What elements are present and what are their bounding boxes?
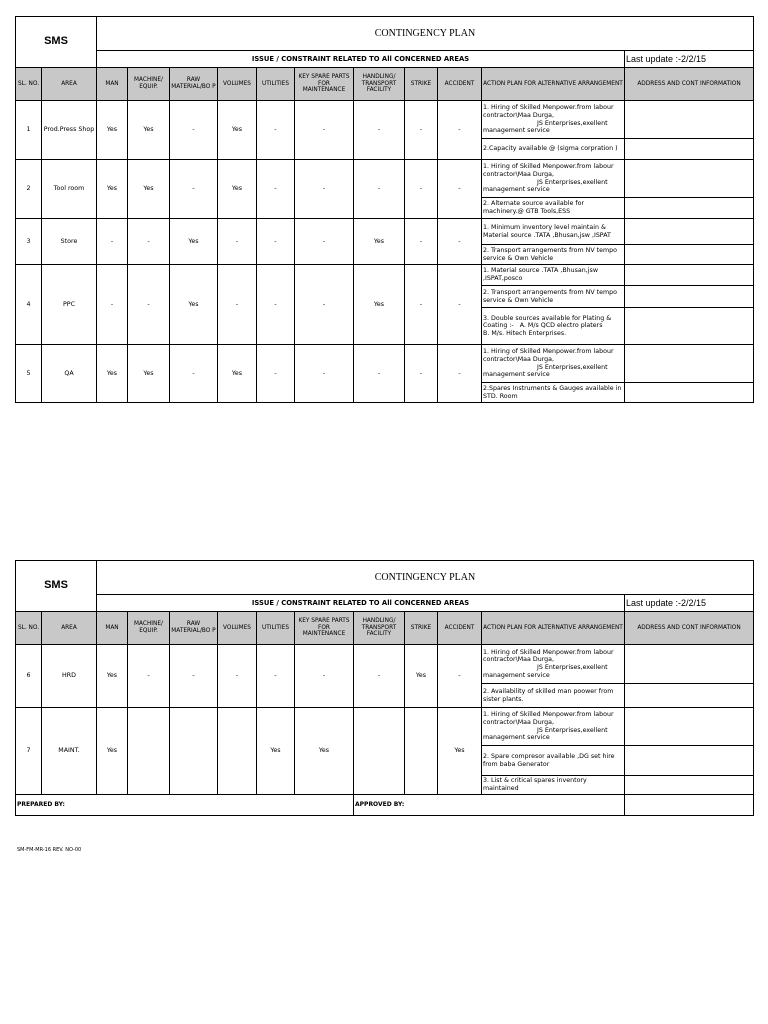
cell-machine: - bbox=[128, 265, 170, 345]
cell-utilities: - bbox=[257, 265, 295, 345]
cell-volumes: Yes bbox=[218, 160, 257, 219]
cell-volumes: - bbox=[218, 219, 257, 265]
cell-raw bbox=[170, 708, 218, 795]
col-man: MAN bbox=[97, 612, 128, 645]
col-accident: ACCIDENT bbox=[438, 68, 482, 101]
cell-area: Store bbox=[42, 219, 97, 265]
cell-sl: 6 bbox=[16, 645, 42, 708]
cell-man: Yes bbox=[97, 101, 128, 160]
col-sl: SL. NO. bbox=[16, 68, 42, 101]
contingency-plan-table-1 bbox=[15, 16, 754, 403]
table-row bbox=[16, 645, 754, 684]
cell-action-plan: 1. Hiring of Skilled Menpower.from labour contractor\Maa Durga, JS Enterprises,exellent management service bbox=[482, 101, 625, 139]
table-row bbox=[16, 101, 754, 139]
cell-address bbox=[625, 776, 754, 795]
cell-address bbox=[625, 383, 754, 403]
cell-handling: Yes bbox=[354, 219, 405, 265]
col-handling: HANDLING/ TRANSPORT FACILITY bbox=[354, 612, 405, 645]
cell-action-plan: 1. Material source .TATA ,Bhusan,jsw ,ISPAT,posco bbox=[482, 265, 625, 286]
cell-utilities: - bbox=[257, 345, 295, 403]
cell-accident: - bbox=[438, 265, 482, 345]
prepared-by: PREPARED BY: bbox=[16, 795, 354, 816]
company-name: SMS bbox=[16, 17, 97, 68]
cell-area: QA bbox=[42, 345, 97, 403]
cell-address bbox=[625, 265, 754, 286]
last-update: Last update :-2/2/15 bbox=[625, 595, 754, 612]
table-row bbox=[16, 345, 754, 383]
col-machine: MACHINE/ EQUIP. bbox=[128, 612, 170, 645]
cell-man: - bbox=[97, 219, 128, 265]
cell-handling: - bbox=[354, 101, 405, 160]
cell-accident: - bbox=[438, 645, 482, 708]
cell-raw: - bbox=[170, 345, 218, 403]
footer-blank-cell bbox=[625, 795, 754, 816]
cell-raw: - bbox=[170, 101, 218, 160]
cell-action-plan: 1. Hiring of Skilled Menpower.from labour contractor\Maa Durga, JS Enterprises,exellent management service bbox=[482, 160, 625, 198]
cell-spares: - bbox=[295, 265, 354, 345]
col-action: ACTION PLAN FOR ALTERNATIVE ARRANGEMENT bbox=[482, 68, 625, 101]
cell-handling bbox=[354, 708, 405, 795]
cell-sl: 7 bbox=[16, 708, 42, 795]
cell-handling: - bbox=[354, 160, 405, 219]
cell-address bbox=[625, 245, 754, 265]
cell-address bbox=[625, 101, 754, 139]
cell-volumes bbox=[218, 708, 257, 795]
cell-machine: - bbox=[128, 219, 170, 265]
cell-action-plan: 2. Availability of skilled man poower from sister plants. bbox=[482, 684, 625, 708]
cell-machine: Yes bbox=[128, 101, 170, 160]
cell-accident: - bbox=[438, 101, 482, 160]
cell-man: - bbox=[97, 265, 128, 345]
cell-area: PPC bbox=[42, 265, 97, 345]
cell-sl: 3 bbox=[16, 219, 42, 265]
cell-strike: - bbox=[405, 219, 438, 265]
issue-caption: ISSUE / CONSTRAINT RELATED TO All CONCERNED AREAS bbox=[97, 51, 625, 68]
cell-address bbox=[625, 746, 754, 776]
last-update: Last update :-2/2/15 bbox=[625, 51, 754, 68]
col-volumes: VOLUMES bbox=[218, 612, 257, 645]
col-spares: KEY SPARE PARTS FOR MAINTENANCE bbox=[295, 68, 354, 101]
col-raw: RAW MATERIAL/BO P bbox=[170, 68, 218, 101]
cell-handling: - bbox=[354, 645, 405, 708]
cell-action-plan: 1. Hiring of Skilled Menpower.from labour contractor\Maa Durga, JS Enterprises,exellent management service bbox=[482, 345, 625, 383]
col-accident: ACCIDENT bbox=[438, 612, 482, 645]
cell-address bbox=[625, 684, 754, 708]
issue-caption: ISSUE / CONSTRAINT RELATED TO All CONCERNED AREAS bbox=[97, 595, 625, 612]
cell-spares: Yes bbox=[295, 708, 354, 795]
cell-machine bbox=[128, 708, 170, 795]
cell-action-plan: 2. Spare compresor available ,DG set hire from baba Generator bbox=[482, 746, 625, 776]
col-strike: STRIKE bbox=[405, 612, 438, 645]
cell-man: Yes bbox=[97, 645, 128, 708]
cell-strike: - bbox=[405, 160, 438, 219]
cell-action-plan: 2. Transport arrangements from NV tempo service & Own Vehicle bbox=[482, 245, 625, 265]
cell-area: MAINT. bbox=[42, 708, 97, 795]
cell-action-plan: 3. List & critical spares inventory maintained bbox=[482, 776, 625, 795]
cell-action-plan: 2.Spares Instruments & Gauges available in STD. Room bbox=[482, 383, 625, 403]
document-title: CONTINGENCY PLAN bbox=[97, 561, 754, 595]
col-utilities: UTILITIES bbox=[257, 612, 295, 645]
col-sl: SL. NO. bbox=[16, 612, 42, 645]
col-area: AREA bbox=[42, 68, 97, 101]
cell-action-plan: 2. Alternate source available for machinery.@ GTB Tools,ESS bbox=[482, 198, 625, 219]
cell-man: Yes bbox=[97, 160, 128, 219]
cell-accident: - bbox=[438, 345, 482, 403]
cell-area: HRD bbox=[42, 645, 97, 708]
cell-volumes: - bbox=[218, 645, 257, 708]
cell-handling: - bbox=[354, 345, 405, 403]
company-name: SMS bbox=[16, 561, 97, 612]
cell-address bbox=[625, 308, 754, 345]
cell-address bbox=[625, 645, 754, 684]
cell-address bbox=[625, 345, 754, 383]
cell-volumes: Yes bbox=[218, 345, 257, 403]
col-machine: MACHINE/ EQUIP. bbox=[128, 68, 170, 101]
col-utilities: UTILITIES bbox=[257, 68, 295, 101]
col-action: ACTION PLAN FOR ALTERNATIVE ARRANGEMENT bbox=[482, 612, 625, 645]
cell-address bbox=[625, 219, 754, 245]
cell-action-plan: 1. Hiring of Skilled Menpower.from labour contractor\Maa Durga, JS Enterprises,exellent management service bbox=[482, 708, 625, 746]
col-handling: HANDLING/ TRANSPORT FACILITY bbox=[354, 68, 405, 101]
cell-action-plan: 1. Hiring of Skilled Menpower.from labour contractor\Maa Durga, JS Enterprises,exellent management service bbox=[482, 645, 625, 684]
table-1-body bbox=[16, 101, 754, 403]
cell-raw: Yes bbox=[170, 265, 218, 345]
col-strike: STRIKE bbox=[405, 68, 438, 101]
table-row bbox=[16, 219, 754, 245]
cell-accident: Yes bbox=[438, 708, 482, 795]
col-spares: KEY SPARE PARTS FOR MAINTENANCE bbox=[295, 612, 354, 645]
cell-address bbox=[625, 708, 754, 746]
cell-strike: - bbox=[405, 265, 438, 345]
cell-address bbox=[625, 139, 754, 160]
table-row bbox=[16, 160, 754, 198]
cell-spares: - bbox=[295, 645, 354, 708]
cell-sl: 1 bbox=[16, 101, 42, 160]
cell-address bbox=[625, 286, 754, 308]
approved-by: APPROVED BY: bbox=[354, 795, 625, 816]
cell-spares: - bbox=[295, 160, 354, 219]
col-address: ADDRESS AND CONT INFORMATION bbox=[625, 612, 754, 645]
cell-sl: 4 bbox=[16, 265, 42, 345]
form-code: SM-FM-MR-16 REV. NO-00 bbox=[17, 847, 82, 853]
cell-strike: Yes bbox=[405, 645, 438, 708]
cell-volumes: Yes bbox=[218, 101, 257, 160]
cell-utilities: - bbox=[257, 101, 295, 160]
cell-action-plan: 1. Minimum inventory level maintain & Material source .TATA ,Bhusan,jsw ,ISPAT bbox=[482, 219, 625, 245]
cell-volumes: - bbox=[218, 265, 257, 345]
cell-utilities: - bbox=[257, 160, 295, 219]
cell-utilities: Yes bbox=[257, 708, 295, 795]
cell-utilities: - bbox=[257, 645, 295, 708]
cell-spares: - bbox=[295, 219, 354, 265]
col-man: MAN bbox=[97, 68, 128, 101]
cell-strike bbox=[405, 708, 438, 795]
document-title: CONTINGENCY PLAN bbox=[97, 17, 754, 51]
cell-accident: - bbox=[438, 160, 482, 219]
cell-strike: - bbox=[405, 101, 438, 160]
cell-action-plan: 3. Double sources available for Plating & Coating :- A. M/s QCD electro platers B. M/s. Hitech Enterprises. bbox=[482, 308, 625, 345]
cell-area: Prod.Press Shop bbox=[42, 101, 97, 160]
contingency-plan-table-2 bbox=[15, 560, 754, 816]
cell-machine: - bbox=[128, 645, 170, 708]
col-area: AREA bbox=[42, 612, 97, 645]
cell-machine: Yes bbox=[128, 160, 170, 219]
table-row bbox=[16, 708, 754, 746]
cell-utilities: - bbox=[257, 219, 295, 265]
cell-action-plan: 2.Capacity available @ (sigma corpration ) bbox=[482, 139, 625, 160]
cell-address bbox=[625, 198, 754, 219]
cell-raw: - bbox=[170, 645, 218, 708]
cell-accident: - bbox=[438, 219, 482, 265]
cell-action-plan: 2. Transport arrangements from NV tempo service & Own Vehicle bbox=[482, 286, 625, 308]
cell-sl: 5 bbox=[16, 345, 42, 403]
cell-area: Tool room bbox=[42, 160, 97, 219]
col-address: ADDRESS AND CONT INFORMATION bbox=[625, 68, 754, 101]
cell-machine: Yes bbox=[128, 345, 170, 403]
cell-raw: - bbox=[170, 160, 218, 219]
cell-raw: Yes bbox=[170, 219, 218, 265]
cell-man: Yes bbox=[97, 708, 128, 795]
cell-spares: - bbox=[295, 345, 354, 403]
cell-man: Yes bbox=[97, 345, 128, 403]
cell-handling: Yes bbox=[354, 265, 405, 345]
cell-address bbox=[625, 160, 754, 198]
col-volumes: VOLUMES bbox=[218, 68, 257, 101]
cell-spares: - bbox=[295, 101, 354, 160]
col-raw: RAW MATERIAL/BO P bbox=[170, 612, 218, 645]
cell-strike: - bbox=[405, 345, 438, 403]
table-2-body bbox=[16, 645, 754, 795]
cell-sl: 2 bbox=[16, 160, 42, 219]
table-row bbox=[16, 265, 754, 286]
